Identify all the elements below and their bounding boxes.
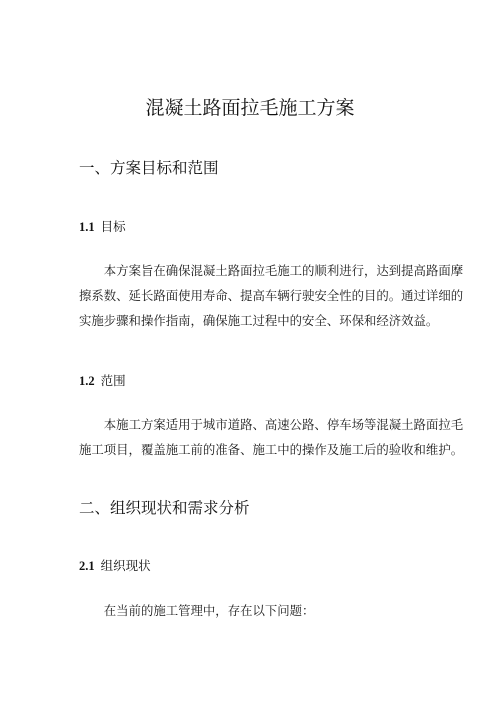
subsection-title: 目标 <box>100 219 126 234</box>
section-heading-1: 一、方案目标和范围 <box>79 159 219 177</box>
paragraph-status <box>79 598 439 623</box>
section-heading-2: 二、组织现状和需求分析 <box>79 499 250 517</box>
document-title: 混凝土路面拉毛施工方案 <box>145 97 355 119</box>
subsection-heading-1-2 <box>79 372 126 390</box>
subsection-number: 2.1 <box>79 559 95 573</box>
paragraph-line: 施工项目，覆盖施工前的准备、施工中的操作及施工后的验收和维护。 <box>79 442 464 457</box>
paragraph-scope <box>79 412 464 462</box>
paragraph-line: 实施步骤和操作指南，确保施工过程中的安全、环保和经济效益。 <box>79 313 439 328</box>
paragraph-line: 本施工方案适用于城市道路、高速公路、停车场等混凝土路面拉毛 <box>103 417 464 432</box>
paragraph-line: 擦系数、延长路面使用寿命、提高车辆行驶安全性的目的。通过详细的 <box>79 288 464 303</box>
paragraph-line: 在当前的施工管理中，存在以下问题： <box>103 603 315 618</box>
subsection-number: 1.2 <box>79 374 95 388</box>
subsection-title: 范围 <box>100 373 126 388</box>
paragraph-line: 本方案旨在确保混凝土路面拉毛施工的顺利进行，达到提高路面摩 <box>103 263 464 278</box>
subsection-heading-2-1 <box>79 557 151 575</box>
subsection-number: 1.1 <box>79 220 95 234</box>
subsection-heading-1-1 <box>79 218 126 236</box>
subsection-title: 组织现状 <box>100 558 151 573</box>
paragraph-goal <box>79 258 464 333</box>
